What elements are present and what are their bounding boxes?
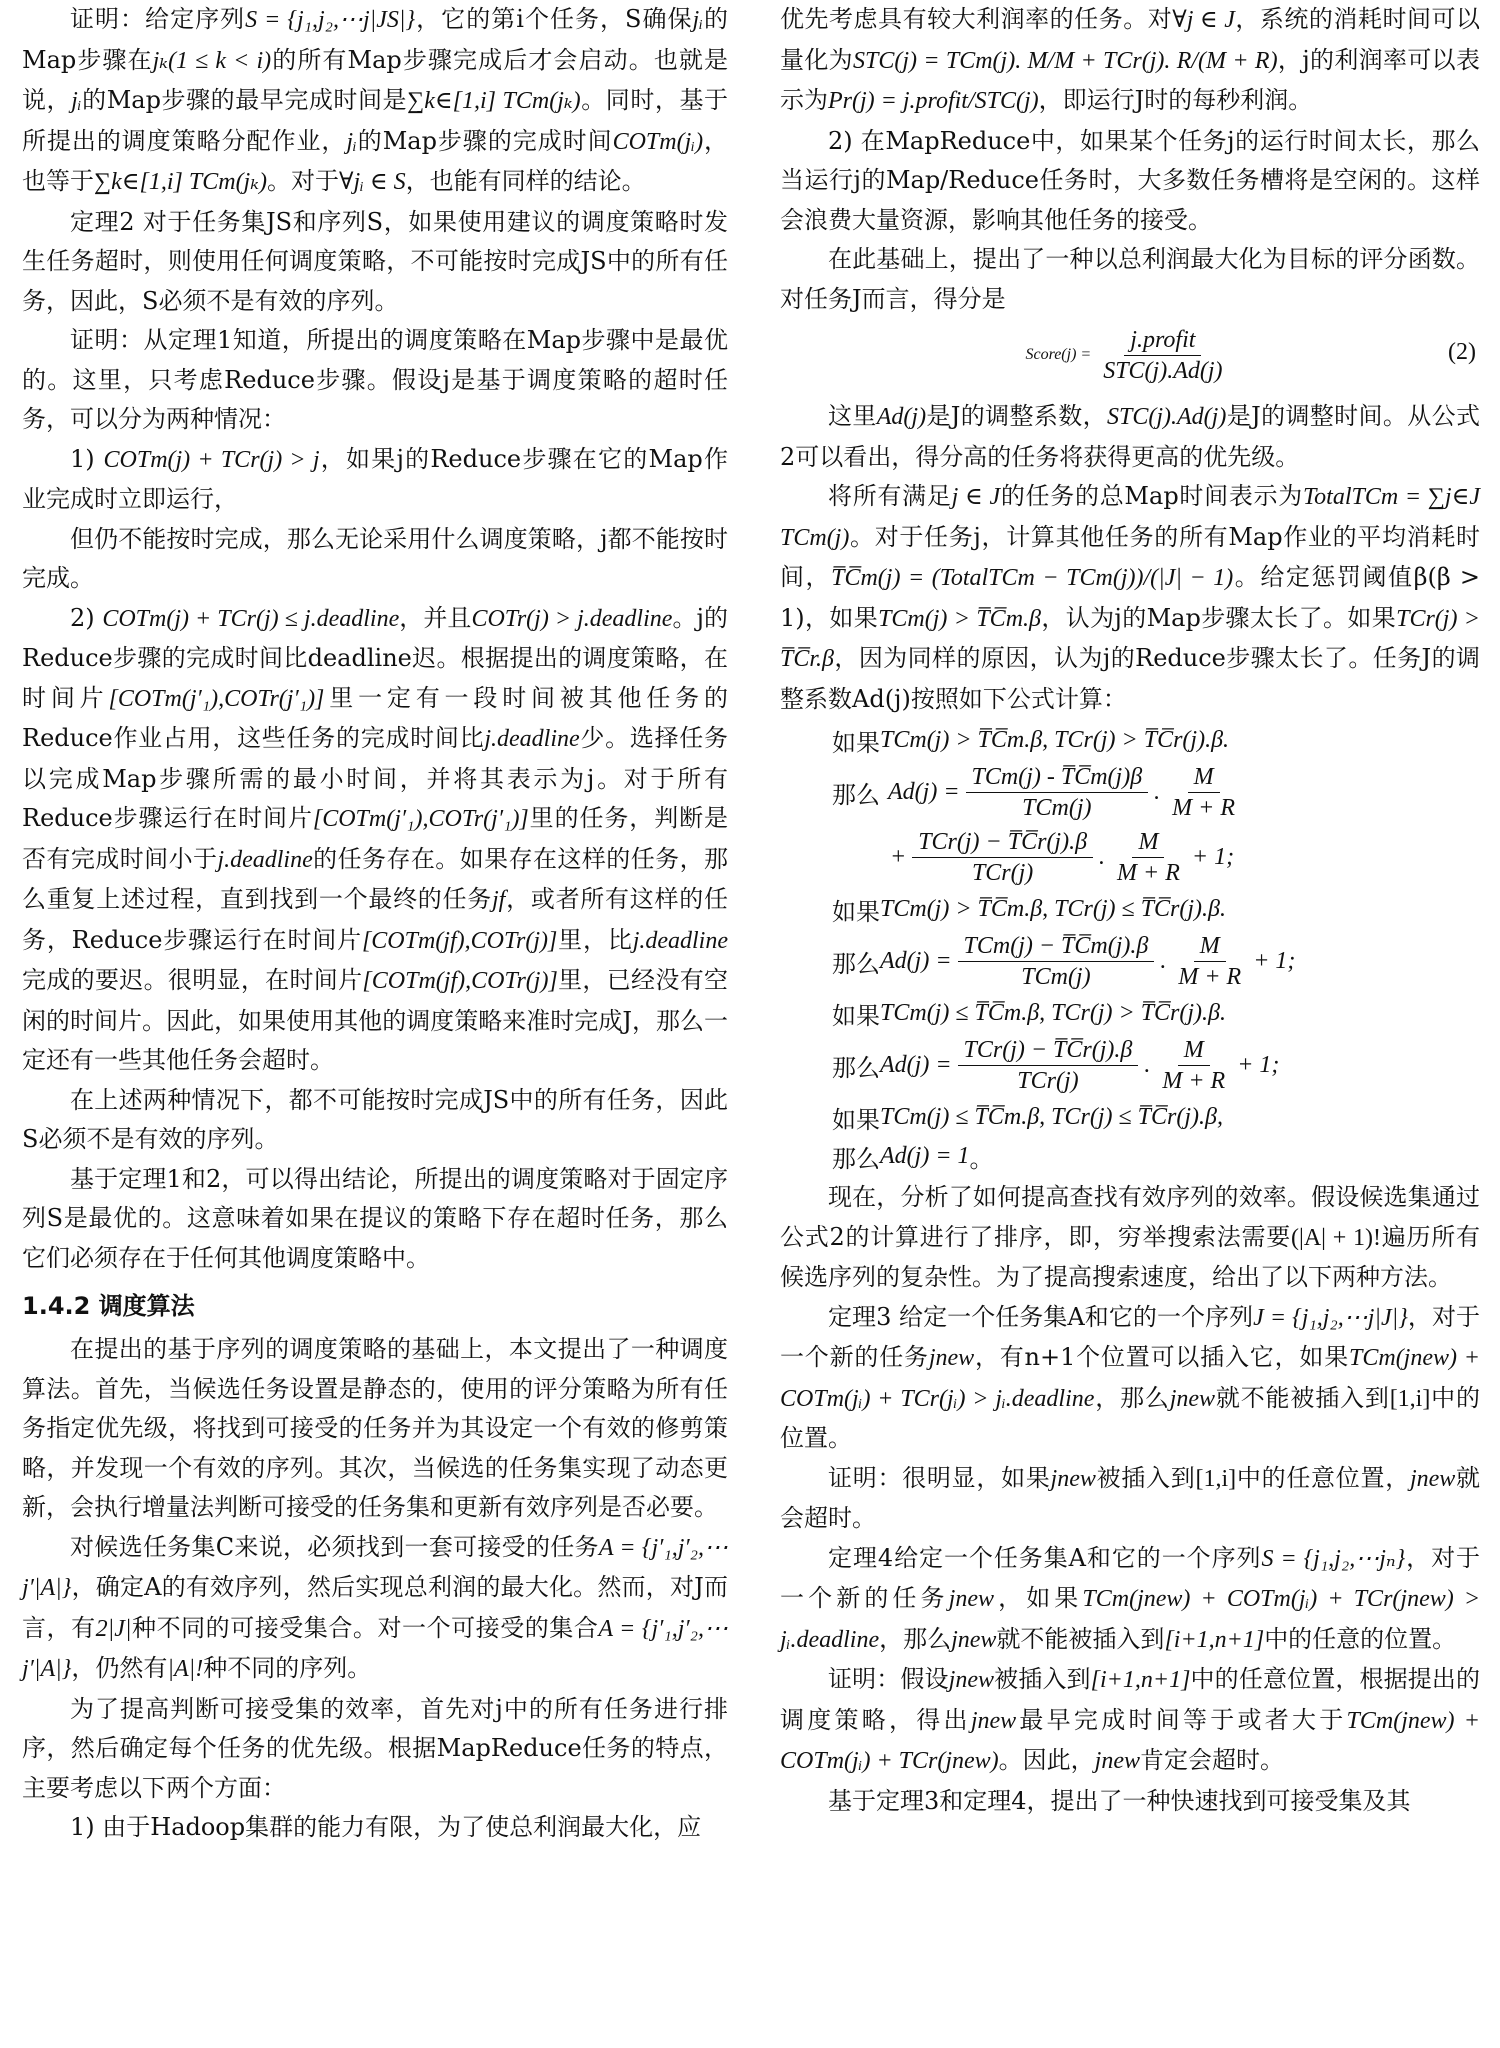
section-heading: 1.4.2 调度算法 [22, 1292, 195, 1320]
paragraph: 将所有满足j ∈ J的任务的总Map时间表示为TotalTCm = ∑j∈J TCm(j)。对于任务j，计算其他任务的所有Map作业的平均消耗时间，T̅C̅m(j) = (TotalTCm − TCm(j))/(|J| − 1)。给定惩罚阈值β(β > 1)，如果TCm(j) > T̅C̅m.β，认为j的Map步骤太长了。如果TCr(j) > T̅C̅r.β，因为同样的原因，认为j的Reduce步骤太长了。任务J的调整系数Ad(j)按照如下公式计算： [780, 482, 1486, 713]
proof-paragraph: 证明：从定理1知道，所提出的调度策略在Map步骤中是最优的。这里，只考虑Reduce步骤。假设j是基于调度策略的超时任务，可以分为两种情况： [22, 326, 728, 433]
theorem-2: 定理2 对于任务集JS和序列S，如果使用建议的调度策略时发生任务超时，则使用任何调度策略，不可能按时完成JS中的所有任务，因此，S必须不是有效的序列。 [22, 207, 728, 315]
fraction: $\frac{M}{M + R}$ [1172, 764, 1235, 821]
case-formula-4: 那么 Ad(j) = 1 。 [832, 1143, 994, 1173]
fraction: $\frac{\text{TCm(j) - T̅C̅m(j)β}}{\text{TCm(j)}}$ [966, 762, 1149, 823]
paragraph: 基于定理3和定理4，提出了一种快速找到可接受集及其 [828, 1786, 1411, 1815]
case-2: 2) COTm(j) + TCr(j) ≤ j.deadline，并且COTr(j) > j.deadline。j的Reduce步骤的完成时间比deadline迟。根据提出的调度策略，在时间片[COTm(j′₁),COTr(j′₁)]里一定有一段时间被其他任务的Reduce作业占用，这些任务的完成时间比j.deadline少。选择任务以完成Map步骤所需的最小时间，并将其表示为j。对于所有Reduce步骤运行在时间片[COTm(j′₁),COTr(j′₁)]里的任务，判断是否有完成时间小于j.deadline的任务存在。如果存在这样的任务，那么重复上述过程，直到找到一个最终的任务jf，或者所有这样的任务，Reduce步骤运行在时间片[COTm(jf),COTr(j)]里，比j.deadline完成的要迟。很明显，在时间片[COTm(jf),COTr(j)]里，已经没有空闲的时间片。因此，如果使用其他的调度策略来准时完成J，那么一定还有一些其他任务会超时。 [22, 603, 729, 1074]
paragraph: 这里Ad(j)是J的调整系数，STC(j).Ad(j)是J的调整时间。从公式2可以看出，得分高的任务将获得更高的优先级。 [780, 402, 1481, 471]
fraction: $\frac{M}{M + R}$ [1162, 1037, 1226, 1094]
theorem-4: 定理4给定一个任务集A和它的一个序列S = {j₁,j₂,⋯jₙ}，对于一个新的任务jnew，如果TCm(jnew) + COTm(jᵢ) + TCr(jnew) > jᵢ.deadline，那么jnew就不能被插入到[i+1,n+1]中的任意的位置。 [780, 1543, 1487, 1653]
case-condition-4: 如果 TCm(j) ≤ T̅C̅m.β, TCr(j) ≤ T̅C̅r(j).β, [832, 1104, 1223, 1134]
fraction: $\frac{\text{j.profit}}{\text{STC(j).Ad(j)}}$ [1103, 326, 1223, 384]
case-condition-3: 如果 TCm(j) ≤ T̅C̅m.β, TCr(j) > T̅C̅r(j).β. [832, 1000, 1226, 1030]
proof-paragraph: 证明：很明显，如果jnew被插入到[1,i]中的任意位置，jnew就会超时。 [780, 1463, 1481, 1532]
paragraph: 优先考虑具有较大利润率的任务。对∀j ∈ J，系统的消耗时间可以量化为STC(j) = TCm(j). M/M + TCr(j). R/(M + R)，j的利润率可以表示为Pr(j) = j.profit/STC(j)，即运行J时的每秒利润。 [780, 5, 1481, 114]
paragraph: 基于定理1和2，可以得出结论，所提出的调度策略对于固定序列S是最优的。这意味着如果在提议的策略下存在超时任务，那么它们必须存在于任何其他调度策略中。 [22, 1164, 728, 1272]
paragraph: 在提出的基于序列的调度策略的基础上，本文提出了一种调度算法。首先，当候选任务设置是静态的，使用的评分策略为所有任务指定优先级，将找到可接受的任务并为其设定一个有效的修剪策略，并发现一个有效的序列。其次，当候选的任务集实现了动态更新，会执行增量法判断可接受的任务集和更新有效序列是否必要。 [22, 1335, 728, 1521]
case-condition-1: 如果 TCm(j) > T̅C̅m.β, TCr(j) > T̅C̅r(j).β. [832, 727, 1230, 757]
paragraph: 对候选任务集C来说，必须找到一套可接受的任务A = {j′₁,j′₂,⋯j′|A|}，确定A的有效序列，然后实现总利润的最大化。然而，对J而言，有2|J|种不同的可接受集合。对一个可接受的集合A = {j′₁,j′₂,⋯j′|A|}，仍然有|A|!种不同的序列。 [22, 1532, 729, 1682]
proof-paragraph: 证明：假设jnew被插入到[i+1,n+1]中的任意位置，根据提出的调度策略，得出jnew最早完成时间等于或者大于TCm(jnew) + COTm(jᵢ) + TCr(jnew)。因此，jnew肯定会超时。 [780, 1665, 1487, 1774]
fraction: $\frac{\text{TCm(j) − T̅C̅m(j).β}}{\text{TCm(j)}}$ [958, 931, 1155, 992]
right-column [780, 0, 1487, 2048]
paragraph: 在上述两种情况下，都不可能按时完成JS中的所有任务，因此S必须不是有效的序列。 [22, 1085, 728, 1153]
equation-lhs: Score(j) = [1025, 346, 1092, 363]
paragraph: 现在，分析了如何提高查找有效序列的效率。假设候选集通过公式2的计算进行了排序，即，穷举搜索法需要(|A| + 1)!遍历所有候选序列的复杂性。为了提高搜索速度，给出了以下两种方法。 [780, 1183, 1481, 1291]
left-column [22, 0, 728, 2048]
case-formula-1b: + $\frac{\text{TCr(j) − T̅C̅r(j).β}}{\text{TCr(j)}}$ . $\frac{M}{M + R}$ + 1; [890, 829, 1235, 886]
paragraph: 为了提高判断可接受集的效率，首先对j中的所有任务进行排序，然后确定每个任务的优先级。根据MapReduce任务的特点，主要考虑以下两个方面： [22, 1694, 728, 1802]
case-formula-2: 那么 Ad(j) = $\frac{\text{TCm(j) − T̅C̅m(j).β}}{\text{TCm(j)}}$ . $\frac{M}{M + R}$ + 1; [832, 933, 1296, 990]
fraction: $\frac{M}{M + R}$ [1117, 829, 1180, 886]
theorem-3: 定理3 给定一个任务集A和它的一个序列J = {j₁,j₂,⋯j|J|}，对于一个新的任务jnew，有n+1个位置可以插入它，如果TCm(jnew) + COTm(jᵢ) + TCr(jᵢ) > jᵢ.deadline，那么jnew就不能被插入到[1,i]中的位置。 [780, 1302, 1486, 1452]
paragraph: 在此基础上，提出了一种以总利润最大化为目标的评分函数。对任务J而言，得分是 [780, 245, 1480, 313]
paragraph: 2) 在MapReduce中，如果某个任务j的运行时间太长，那么当运行j的Map/Reduce任务时，大多数任务槽将是空闲的。这样会浪费大量资源，影响其他任务的接受。 [780, 126, 1480, 234]
case-formula-3: 那么 Ad(j) = $\frac{\text{TCr(j) − T̅C̅r(j).β}}{\text{TCr(j)}}$ . $\frac{M}{M + R}$ + 1; [832, 1037, 1280, 1094]
equation-2 [780, 323, 1480, 387]
fraction: $\frac{\text{TCr(j) − T̅C̅r(j).β}}{\text{TCr(j)}}$ [958, 1035, 1139, 1096]
fraction: $\frac{\text{TCr(j) − T̅C̅r(j).β}}{\text{TCr(j)}}$ [912, 827, 1093, 888]
case-formula-1a: 那么 Ad(j) = $\frac{\text{TCm(j) - T̅C̅m(j)β}}{\text{TCm(j)}}$ . $\frac{M}{M + R}$ [780, 762, 1480, 823]
fraction: $\frac{M}{M + R}$ [1178, 933, 1242, 990]
case-condition-2: 如果 TCm(j) > T̅C̅m.β, TCr(j) ≤ T̅C̅r(j).β. [832, 896, 1226, 926]
case-1: 1) COTm(j) + TCr(j) > j，如果j的Reduce步骤在它的Map作业完成时立即运行， [22, 444, 728, 513]
paragraph: 证明：给定序列S = {j₁,j₂,⋯j|JS|}，它的第i个任务，S确保jᵢ的Map步骤在jₖ(1 ≤ k < i)的所有Map步骤完成后才会启动。也就是说，jᵢ的Map步骤的最早完成时间是∑k∈[1,i] TCm(jₖ)。同时，基于所提出的调度策略分配作业，jᵢ的Map步骤的完成时间COTm(jᵢ)，也等于∑k∈[1,i] TCm(jₖ)。对于∀jᵢ ∈ S，也能有同样的结论。 [22, 5, 729, 195]
equation-number: (2) [1448, 339, 1476, 365]
paragraph: 但仍不能按时完成，那么无论采用什么调度策略，j都不能按时完成。 [22, 524, 728, 592]
paragraph: 1) 由于Hadoop集群的能力有限，为了使总利润最大化，应 [70, 1813, 702, 1841]
